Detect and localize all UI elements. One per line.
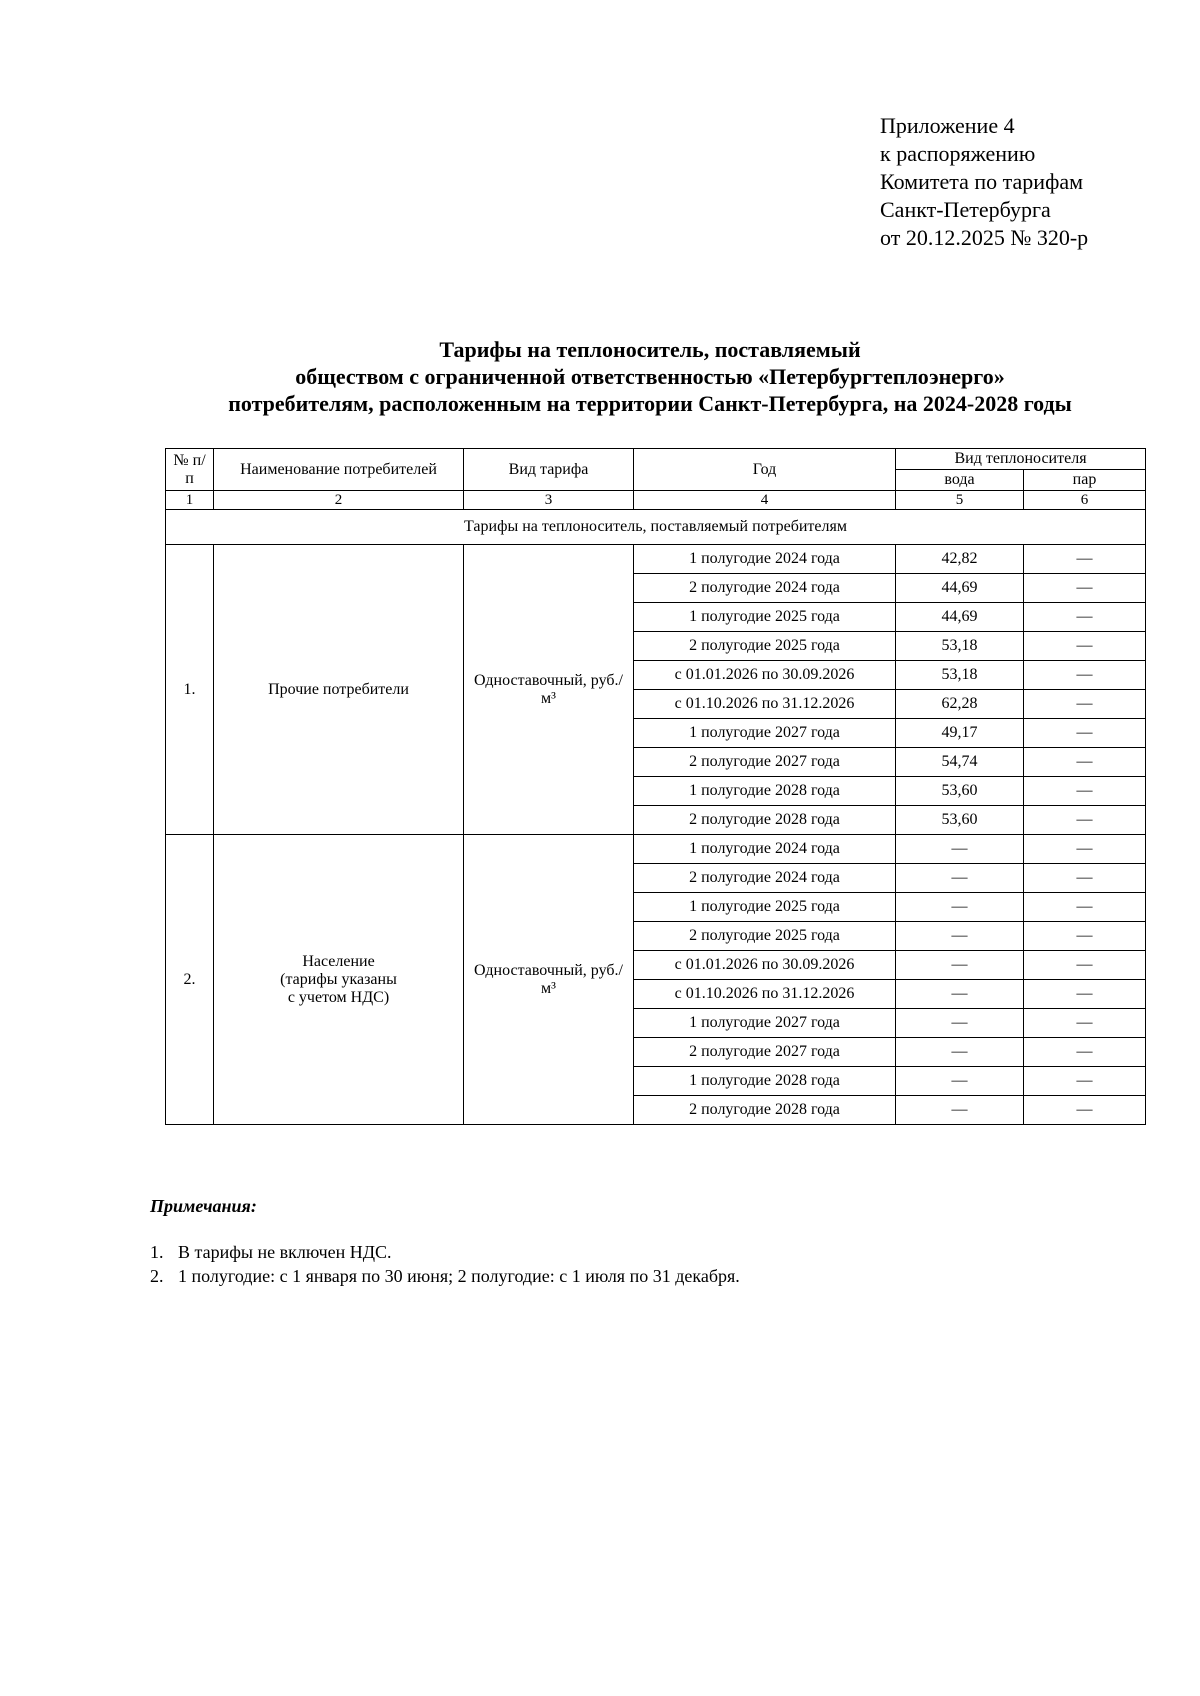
steam-value: — bbox=[1024, 980, 1146, 1009]
steam-value: — bbox=[1024, 719, 1146, 748]
header-num: № п/п bbox=[166, 449, 214, 491]
appendix-line: к распоряжению bbox=[880, 141, 1036, 166]
water-value: — bbox=[896, 1009, 1024, 1038]
water-value: — bbox=[896, 893, 1024, 922]
document-title bbox=[160, 336, 1140, 417]
steam-value: — bbox=[1024, 1038, 1146, 1067]
header-carrier: Вид теплоносителя bbox=[896, 449, 1146, 470]
period-cell: 2 полугодие 2027 года bbox=[634, 748, 896, 777]
row-number: 2. bbox=[166, 835, 214, 1125]
title-line: обществом с ограниченной ответственностью «Петербургтеплоэнерго» bbox=[295, 364, 1005, 389]
table-row bbox=[166, 835, 1146, 864]
water-value: — bbox=[896, 922, 1024, 951]
period-cell: 2 полугодие 2028 года bbox=[634, 806, 896, 835]
tariff-table bbox=[165, 448, 1146, 1125]
period-cell: 1 полугодие 2028 года bbox=[634, 777, 896, 806]
consumer-name-line: Население bbox=[302, 952, 375, 970]
steam-value: — bbox=[1024, 922, 1146, 951]
steam-value: — bbox=[1024, 632, 1146, 661]
water-value: — bbox=[896, 1067, 1024, 1096]
steam-value: — bbox=[1024, 806, 1146, 835]
period-cell: 2 полугодие 2024 года bbox=[634, 574, 896, 603]
note-text: 1 полугодие: с 1 января по 30 июня; 2 полугодие: с 1 июля по 31 декабря. bbox=[178, 1266, 740, 1286]
period-cell: 1 полугодие 2024 года bbox=[634, 835, 896, 864]
notes-list bbox=[150, 1240, 740, 1288]
period-cell: 1 полугодие 2027 года bbox=[634, 1009, 896, 1038]
column-number: 5 bbox=[896, 491, 1024, 510]
period-cell: 1 полугодие 2024 года bbox=[634, 545, 896, 574]
period-cell: с 01.01.2026 по 30.09.2026 bbox=[634, 661, 896, 690]
note-number: 2. bbox=[150, 1266, 164, 1286]
water-value: — bbox=[896, 1096, 1024, 1125]
header-year: Год bbox=[634, 449, 896, 491]
water-value: 54,74 bbox=[896, 748, 1024, 777]
period-cell: 2 полугодие 2025 года bbox=[634, 922, 896, 951]
consumer-name-line: с учетом НДС) bbox=[287, 988, 390, 1006]
water-value: — bbox=[896, 980, 1024, 1009]
steam-value: — bbox=[1024, 777, 1146, 806]
water-value: 44,69 bbox=[896, 603, 1024, 632]
steam-value: — bbox=[1024, 603, 1146, 632]
tariff-type: Одноставочный, руб./м³ bbox=[464, 835, 634, 1125]
header-tariff-type: Вид тарифа bbox=[464, 449, 634, 491]
water-value: 53,18 bbox=[896, 661, 1024, 690]
water-value: 44,69 bbox=[896, 574, 1024, 603]
water-value: — bbox=[896, 835, 1024, 864]
steam-value: — bbox=[1024, 1067, 1146, 1096]
period-cell: 2 полугодие 2028 года bbox=[634, 1096, 896, 1125]
steam-value: — bbox=[1024, 1009, 1146, 1038]
section-title: Тарифы на теплоноситель, поставляемый потребителям bbox=[166, 510, 1146, 545]
consumer-name-line: (тарифы указаны bbox=[280, 970, 397, 988]
note-item bbox=[150, 1264, 740, 1288]
period-cell: 2 полугодие 2025 года bbox=[634, 632, 896, 661]
steam-value: — bbox=[1024, 864, 1146, 893]
period-cell: 1 полугодие 2025 года bbox=[634, 893, 896, 922]
header-steam: пар bbox=[1024, 470, 1146, 491]
period-cell: с 01.10.2026 по 31.12.2026 bbox=[634, 980, 896, 1009]
column-number: 6 bbox=[1024, 491, 1146, 510]
steam-value: — bbox=[1024, 690, 1146, 719]
title-line: потребителям, расположенным на территории Санкт-Петербурга, на 2024-2028 годы bbox=[228, 391, 1072, 416]
table-row bbox=[166, 545, 1146, 574]
period-cell: 2 полугодие 2027 года bbox=[634, 1038, 896, 1067]
consumer-name: Прочие потребители bbox=[214, 545, 464, 835]
water-value: 53,60 bbox=[896, 777, 1024, 806]
steam-value: — bbox=[1024, 574, 1146, 603]
appendix-line: Приложение 4 bbox=[880, 113, 1015, 138]
steam-value: — bbox=[1024, 1096, 1146, 1125]
consumer-name bbox=[214, 835, 464, 1125]
water-value: 53,18 bbox=[896, 632, 1024, 661]
period-cell: 1 полугодие 2025 года bbox=[634, 603, 896, 632]
period-cell: 1 полугодие 2027 года bbox=[634, 719, 896, 748]
water-value: 53,60 bbox=[896, 806, 1024, 835]
column-number: 4 bbox=[634, 491, 896, 510]
water-value: — bbox=[896, 951, 1024, 980]
header-consumer: Наименование потребителей bbox=[214, 449, 464, 491]
note-number: 1. bbox=[150, 1242, 164, 1262]
tariff-type: Одноставочный, руб./м³ bbox=[464, 545, 634, 835]
appendix-line: Санкт-Петербурга bbox=[880, 197, 1051, 222]
water-value: 42,82 bbox=[896, 545, 1024, 574]
period-cell: с 01.10.2026 по 31.12.2026 bbox=[634, 690, 896, 719]
appendix-line: от 20.12.2025 № 320-р bbox=[880, 225, 1089, 250]
steam-value: — bbox=[1024, 835, 1146, 864]
note-item bbox=[150, 1240, 740, 1264]
steam-value: — bbox=[1024, 893, 1146, 922]
steam-value: — bbox=[1024, 545, 1146, 574]
appendix-line: Комитета по тарифам bbox=[880, 169, 1084, 194]
water-value: — bbox=[896, 1038, 1024, 1067]
column-number: 1 bbox=[166, 491, 214, 510]
row-number: 1. bbox=[166, 545, 214, 835]
column-number: 2 bbox=[214, 491, 464, 510]
period-cell: с 01.01.2026 по 30.09.2026 bbox=[634, 951, 896, 980]
steam-value: — bbox=[1024, 951, 1146, 980]
steam-value: — bbox=[1024, 748, 1146, 777]
period-cell: 1 полугодие 2028 года bbox=[634, 1067, 896, 1096]
water-value: — bbox=[896, 864, 1024, 893]
appendix-block bbox=[880, 112, 1088, 252]
notes-title: Примечания: bbox=[150, 1196, 257, 1216]
period-cell: 2 полугодие 2024 года bbox=[634, 864, 896, 893]
header-water: вода bbox=[896, 470, 1024, 491]
column-number: 3 bbox=[464, 491, 634, 510]
water-value: 62,28 bbox=[896, 690, 1024, 719]
note-text: В тарифы не включен НДС. bbox=[178, 1242, 392, 1262]
water-value: 49,17 bbox=[896, 719, 1024, 748]
title-line: Тарифы на теплоноситель, поставляемый bbox=[439, 337, 861, 362]
steam-value: — bbox=[1024, 661, 1146, 690]
